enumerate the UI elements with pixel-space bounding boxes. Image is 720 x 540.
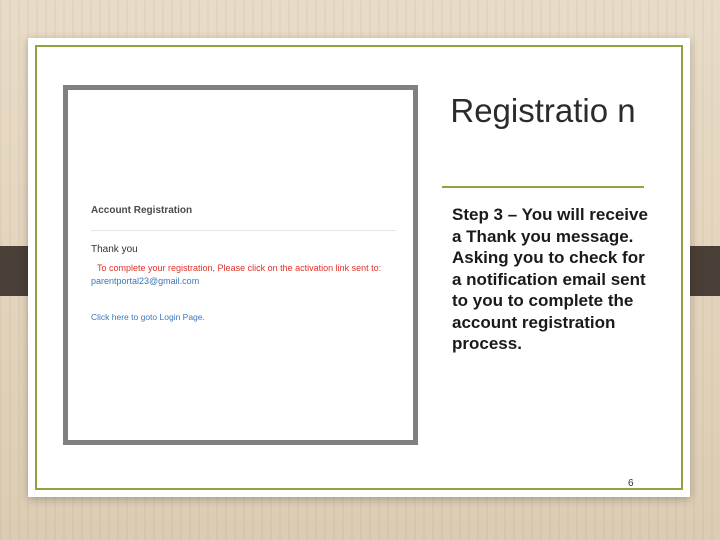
login-page-link[interactable]: Click here to goto Login Page. xyxy=(91,312,205,322)
slide-body-text: Step 3 – You will receive a Thank you message. Asking you to check for a notification email sent to you to complete the account registration process. xyxy=(452,205,648,353)
page-number: 6 xyxy=(628,478,634,489)
registered-email: parentportal23@gmail.com xyxy=(91,276,200,286)
account-registration-heading: Account Registration xyxy=(91,205,193,216)
thank-you-text: Thank you xyxy=(91,244,138,255)
slide xyxy=(28,38,690,497)
registration-screenshot xyxy=(63,85,418,445)
title-underline xyxy=(442,186,644,188)
slide-title: Registratio n xyxy=(450,92,636,129)
heading-divider xyxy=(91,230,396,231)
activation-instruction: To complete your registration, Please click on the activation link sent to: xyxy=(97,263,382,273)
